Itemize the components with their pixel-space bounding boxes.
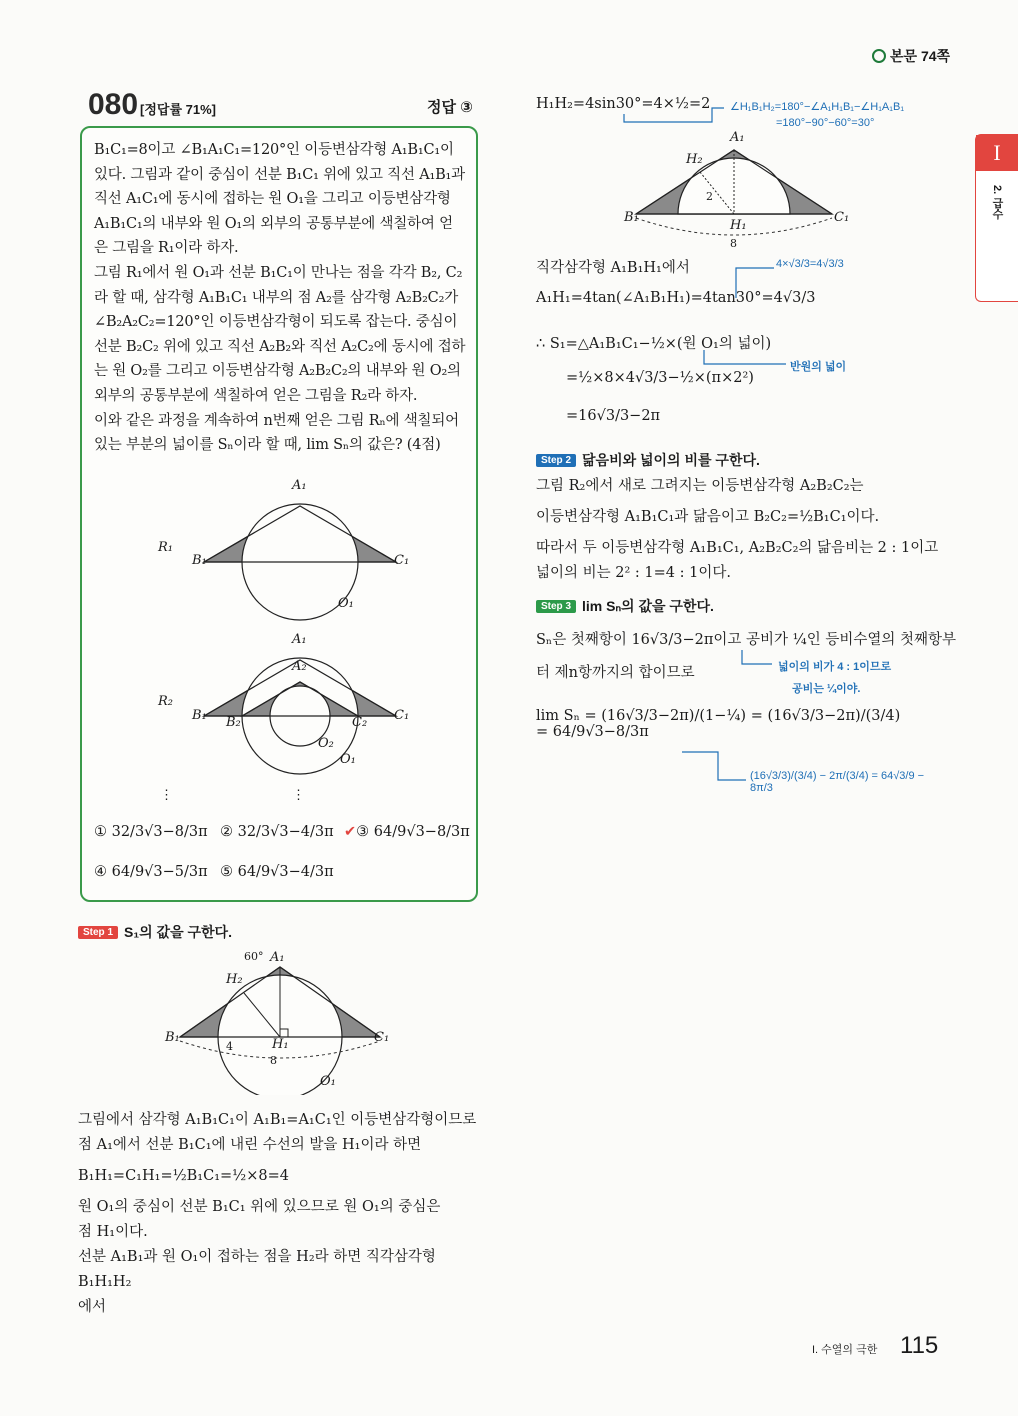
note-semicircle: 반원의 넓이 [790,361,847,373]
circle-bullet-icon [872,49,886,63]
equation-a1h1: A₁H₁=4tan(∠A₁B₁H₁)=4tan30°=4√3/3 [536,290,816,306]
equation-h1h2: H₁H₂=4sin30°=4×½=2 [536,96,711,112]
label-c1: C₁ [394,553,410,568]
step2-heading [536,450,760,470]
step3-heading [536,596,714,616]
figure-r2 [82,628,478,788]
choice-3[interactable] [344,824,470,840]
step1-line-5: 점 H₁이다. [78,1224,148,1240]
label-o2: O₂ [318,736,334,751]
question-box [80,126,478,902]
label-b2: B₂ [226,715,241,730]
equation-s1-line2: =½×8×4√3/3−½×(π×2²) [566,370,754,386]
correct-rate: [정답률 71%] [140,102,216,117]
step2-line-2: 이등변삼각형 A₁B₁C₁과 닮음이고 B₂C₂=½B₁C₁이다. [536,509,880,525]
label-h2-step1: H₂ [226,972,243,987]
right-triangle-label: 직각삼각형 A₁B₁H₁에서 [536,260,690,276]
note-ratio: 넓이의 비가 4 : 1이므로 [778,661,892,673]
step2-text [536,474,956,586]
question-paragraph-1: B₁C₁=8이고 ∠B₁A₁C₁=120°인 이등변삼각형 A₁B₁C₁이 있다. 그림과 같이 중심이 선분 B₁C₁ 위에 있고 직선 A₁B₁과 직선 A₁C₁에 동시에 접하는 원 O₁을 그리고 이등변삼각형 A₁B₁C₁의 내부와 원 O₁의 외부의 공통부분에 색칠하여 얻은 그림을 R₁이라 하자. [94,142,465,257]
problem-number: 080 [88,88,139,121]
chapter-tab-text: 2. 급수 [991,185,1003,220]
label-o1: O₁ [338,596,354,611]
label-c1-step1: C₁ [374,1030,390,1045]
step3-badge: Step 3 [536,600,576,613]
note-angle-1: ∠H₁B₁H₂=180°−∠A₁H₁B₁−∠H₁A₁B₁ [730,101,905,113]
chapter-tab[interactable] [975,134,1018,302]
ellipsis-left: ⋮ [160,788,173,803]
step1-badge: Step 1 [78,926,118,939]
label-b1-step1: B₁ [165,1030,180,1045]
footer-chapter: I. 수열의 극한 [812,1344,878,1356]
step1-line-6: 선분 A₁B₁과 원 O₁이 접하는 점을 H₂라 하면 직각삼각형 B₁H₁H₂ [78,1249,436,1290]
label-a1: A₁ [292,478,307,493]
step3-line-2: 터 제n항까지의 합이므로 [536,665,695,681]
step1-line-2: 점 A₁에서 선분 B₁C₁에 내린 수선의 발을 H₁이라 하면 [78,1137,422,1153]
step1-heading [78,922,232,942]
ellipsis-right: ⋮ [292,788,305,803]
step3-title: lim Sₙ의 값을 구한다. [582,598,714,614]
step2-badge: Step 2 [536,454,576,467]
label-r1: R₁ [158,540,173,555]
note-angle-2: =180°−90°−60°=30° [776,117,875,129]
label-a1-r2: A₁ [292,632,307,647]
answer-label: 정답 ③ [427,99,473,116]
page-number: 115 [900,1332,939,1359]
label-h1-step1: H₁ [272,1037,289,1052]
figure-r1 [82,468,478,628]
label-four: 4 [226,1040,233,1053]
step1-line-7: 에서 [78,1299,107,1315]
step2-title: 닮음비와 넓이의 비를 구한다. [582,452,760,468]
step1-title: S₁의 값을 구한다. [124,924,232,940]
equation-limit: lim Sₙ = (16√3/3−2π)/(1−¼) = (16√3/3−2π)/(3/4) = 64/9√3−8/3π [536,708,901,740]
label-h1-right: H₁ [730,218,747,233]
note-tan: 4×√3/3=4√3/3 [776,258,844,270]
label-o1-r2: O₁ [340,752,356,767]
label-c1-right: C₁ [834,210,850,225]
label-a1-right: A₁ [730,130,745,145]
equation-s1-line1: ∴ S₁=△A₁B₁C₁−½×(원 O₁의 넓이) [536,336,772,352]
label-60deg: 60° [244,950,264,963]
label-h2-right: H₂ [686,152,703,167]
choice-2[interactable]: ② 32/3√3−4/3π [220,824,334,840]
annotation-bracket-5 [680,740,760,790]
question-paragraph-2: 그림 R₁에서 원 O₁과 선분 B₁C₁이 만나는 점을 각각 B₂, C₂라 할 때, 삼각형 A₁B₁C₁ 내부의 점 A₂를 삼각형 A₂B₂C₂가 ∠B₂A₂C₂=120°인 이등변삼각형이 되도록 잡는다. 중심이 선분 B₂C₂ 위에 있고 직선 A₂B₂와 직선 A₂C₂에 동시에 접하는 원 O₂를 그리고 이등변삼각형 A₂B₂C₂의 내부와 원 O₂의 외부의 공통부분에 색칠하여 얻은 그림을 R₂라 하자. [94,264,466,404]
label-a2: A₂ [292,659,307,674]
step1-text [78,1108,478,1320]
label-c1-r2: C₁ [394,708,410,723]
equation-s1-line3: =16√3/3−2π [566,408,661,424]
label-r2: R₂ [158,694,173,709]
label-b1: B₁ [192,553,207,568]
choice-4[interactable]: ④ 64/9√3−5/3π [94,864,208,880]
annotation-bracket-1 [620,104,730,130]
label-b1-right: B₁ [624,210,639,225]
choice-1[interactable]: ① 32/3√3−8/3π [94,824,208,840]
step2-line-1: 그림 R₂에서 새로 그려지는 이등변삼각형 A₂B₂C₂는 [536,478,864,494]
note-limit-detail: (16√3/3)/(3/4) − 2π/(3/4) = 64√3/9 − 8π/3 [750,770,925,794]
label-a1-step1: A₁ [270,950,285,965]
page-reference-text: 본문 74쪽 [890,48,951,64]
choice-5[interactable]: ⑤ 64/9√3−4/3π [220,864,334,880]
annotation-bracket-4 [738,648,778,670]
question-paragraph-3: 이와 같은 과정을 계속하여 n번째 얻은 그림 Rₙ에 색칠되어 있는 부분의 넓이를 Sₙ이라 할 때, lim Sₙ의 값은? (4점) [94,412,459,454]
chapter-tab-number: I [976,135,1018,171]
note-common-ratio: 공비는 ¼이야. [792,683,861,695]
step3-line-1: Sₙ은 첫째항이 16√3/3−2π이고 공비가 ¼인 등비수열의 첫째항부 [536,632,956,648]
label-o1-step1: O₁ [320,1074,336,1089]
step2-line-4: 넓이의 비는 2² : 1=4 : 1이다. [536,565,731,581]
label-eight-step1: 8 [270,1054,277,1067]
step1-line-3: B₁H₁=C₁H₁=½B₁C₁=½×8=4 [78,1168,289,1184]
label-c2: C₂ [352,715,368,730]
step2-line-3: 따라서 두 이등변삼각형 A₁B₁C₁, A₂B₂C₂의 닮음비는 2 : 1이고 [536,540,939,556]
label-eight-right: 8 [730,237,737,250]
label-two-right: 2 [706,190,713,203]
step1-line-4: 원 O₁의 중심이 선분 B₁C₁ 위에 있으므로 원 O₁의 중심은 [78,1199,441,1215]
check-icon: ✔ [344,824,357,840]
label-b1-r2: B₁ [192,708,207,723]
question-text [94,138,466,458]
page-reference [872,46,950,66]
step1-line-1: 그림에서 삼각형 A₁B₁C₁이 A₁B₁=A₁C₁인 이등변삼각형이므로 [78,1112,477,1128]
figure-step1 [160,945,400,1095]
choice-3-text: ③ 64/9√3−8/3π [356,824,470,840]
